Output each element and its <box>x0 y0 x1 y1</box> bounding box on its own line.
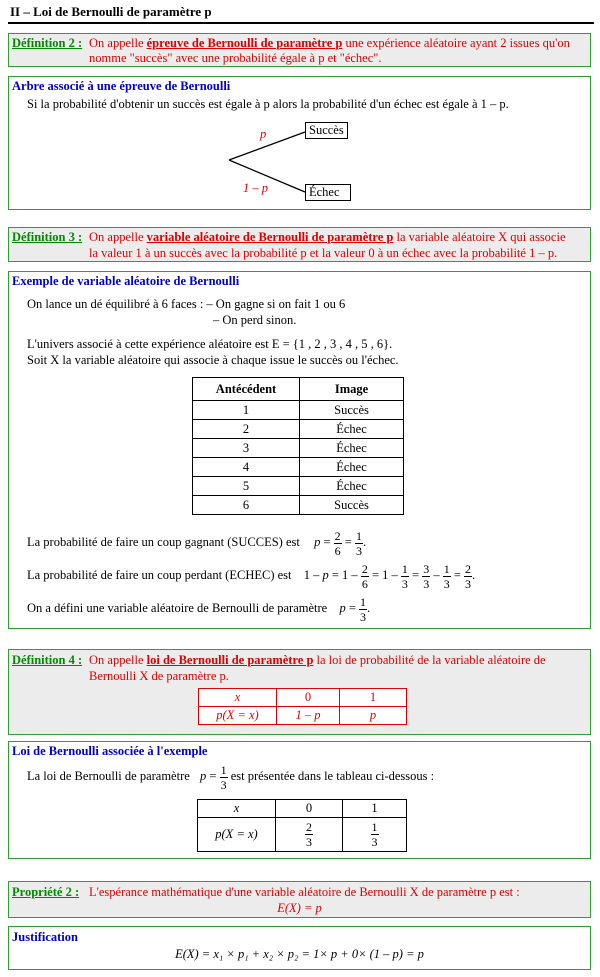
table-cell: 1 – p <box>277 707 340 725</box>
definition-4-text: On appelle loi de Bernoulli de paramètre p la loi de probabilité de la variable aléatoire de <box>89 653 546 667</box>
table-cell: 1 <box>193 401 300 420</box>
table-cell: 0 <box>276 800 343 818</box>
bernoulli-law-table <box>198 688 407 725</box>
definition-2-label: Définition 2 : <box>12 36 83 50</box>
table-cell: p(X = x) <box>198 818 276 852</box>
propriete-2-box <box>8 881 591 918</box>
fraction-1-3: $\frac{1}{3}$ <box>355 528 362 558</box>
exemple-line2: – On perd sinon. <box>213 313 297 327</box>
definition-4-term: loi de Bernoulli de paramètre p <box>146 653 314 667</box>
definition-4-box <box>8 649 591 735</box>
table-cell: 1 <box>340 689 407 707</box>
section-title: II – Loi de Bernoulli de paramètre p <box>10 4 212 19</box>
prob-perdant-line: La probabilité de faire un coup perdant (ECHEC) est 1 – p = 1 – $\frac{2}{6}$ = 1 – $\frac{1}{3}$ = $\frac{3}{3}$ – $\frac{1}{3}$ = $\frac{2}{3}$ . <box>27 561 476 591</box>
table-cell: x <box>199 689 277 707</box>
exemple-line3: L'univers associé à cette expérience aléatoire est E = {1 , 2 , 3 , 4 , 5 , 6}. <box>27 337 393 351</box>
definition-4-line2: Bernoulli X de paramètre p. <box>89 669 229 683</box>
exemple-line1: On lance un dé équilibré à 6 faces : – On gagne si on fait 1 ou 6 <box>27 297 346 311</box>
arbre-text: Si la probabilité d'obtenir un succès est égale à p alors la probabilité d'un échec est égale à 1 – p. <box>27 97 509 111</box>
branch-label-top: p <box>260 127 267 141</box>
table-cell: 2 <box>193 420 300 439</box>
propriete-2-label: Propriété 2 : <box>12 885 80 899</box>
table-cell: Échec <box>300 420 404 439</box>
table-cell: Succès <box>300 401 404 420</box>
definition-3-text: On appelle variable aléatoire de Bernoulli de paramètre p la variable aléatoire X qui associe <box>89 230 566 244</box>
table-header: Antécédent <box>193 378 300 401</box>
propriete-2-text: L'espérance mathématique d'une variable aléatoire de Bernoulli X de paramètre p est : <box>89 885 520 899</box>
justification-box <box>8 926 591 970</box>
node-echec: Échec <box>305 184 351 201</box>
conclusion-line: On a défini une variable aléatoire de Bernoulli de paramètre p = $\frac{1}{3}$ . <box>27 594 371 624</box>
branch-label-bottom: 1 – p <box>243 181 268 195</box>
loi-exemple-box <box>8 741 591 859</box>
loi-exemple-heading: Loi de Bernoulli associée à l'exemple <box>12 744 208 758</box>
definition-3-label: Définition 3 : <box>12 230 83 244</box>
probability-tree <box>9 77 592 211</box>
fraction-2-6: $\frac{2}{6}$ <box>334 528 341 558</box>
tree-branch-top <box>229 132 305 160</box>
table-cell: 4 <box>193 458 300 477</box>
loi-exemple-table <box>197 799 407 852</box>
table-cell: $\frac{2}{3}$ <box>276 818 343 852</box>
table-cell: 0 <box>277 689 340 707</box>
definition-2-line2: nomme "succès" avec une probabilité égale à p et "échec". <box>89 51 382 65</box>
table-cell: 6 <box>193 496 300 515</box>
definition-4-label: Définition 4 : <box>12 653 83 667</box>
definition-2-box <box>8 33 591 67</box>
definition-3-term: variable aléatoire de Bernoulli de paramètre p <box>146 230 394 244</box>
arbre-heading: Arbre associé à une épreuve de Bernoulli <box>12 79 231 93</box>
table-cell: 5 <box>193 477 300 496</box>
loi-exemple-text: La loi de Bernoulli de paramètre p = $\frac{1}{3}$ est présentée dans le tableau ci-dessous : <box>27 762 435 792</box>
table-cell: Échec <box>300 477 404 496</box>
table-cell: p(X = x) <box>199 707 277 725</box>
table-header: Image <box>300 378 404 401</box>
antecedent-image-table <box>192 377 404 515</box>
node-succes: Succès <box>305 122 348 139</box>
table-cell: 1 <box>343 800 407 818</box>
table-cell: 3 <box>193 439 300 458</box>
prob-gagnant-line: La probabilité de faire un coup gagnant (SUCCES) est p = $\frac{2}{6}$ = $\frac{1}{3}$ . <box>27 528 367 558</box>
definition-2-text: On appelle épreuve de Bernoulli de paramètre p une expérience aléatoire ayant 2 issues qu'on <box>89 36 570 50</box>
justification-heading: Justification <box>12 930 78 944</box>
table-cell: x <box>198 800 276 818</box>
table-cell: Succès <box>300 496 404 515</box>
definition-3-box <box>8 227 591 262</box>
exemple-line4: Soit X la variable aléatoire qui associe à chaque issue le succès ou l'échec. <box>27 353 399 367</box>
arbre-box <box>8 76 591 210</box>
table-cell: p <box>340 707 407 725</box>
table-cell: $\frac{1}{3}$ <box>343 818 407 852</box>
definition-2-term: épreuve de Bernoulli de paramètre p <box>146 36 343 50</box>
definition-3-line2: la valeur 1 à un succès avec la probabilité p et la valeur 0 à un échec avec la probabilité 1 – p. <box>89 246 558 260</box>
title-underline <box>8 22 594 24</box>
propriete-2-formula: E(X) = p <box>277 901 322 915</box>
exemple-box <box>8 271 591 629</box>
table-cell: Échec <box>300 458 404 477</box>
justification-formula: E(X) = x₁ × p₁ + x₂ × p₂ = 1× p + 0× (1 – p) = p <box>175 947 424 961</box>
table-cell: Échec <box>300 439 404 458</box>
exemple-heading: Exemple de variable aléatoire de Bernoulli <box>12 274 240 288</box>
